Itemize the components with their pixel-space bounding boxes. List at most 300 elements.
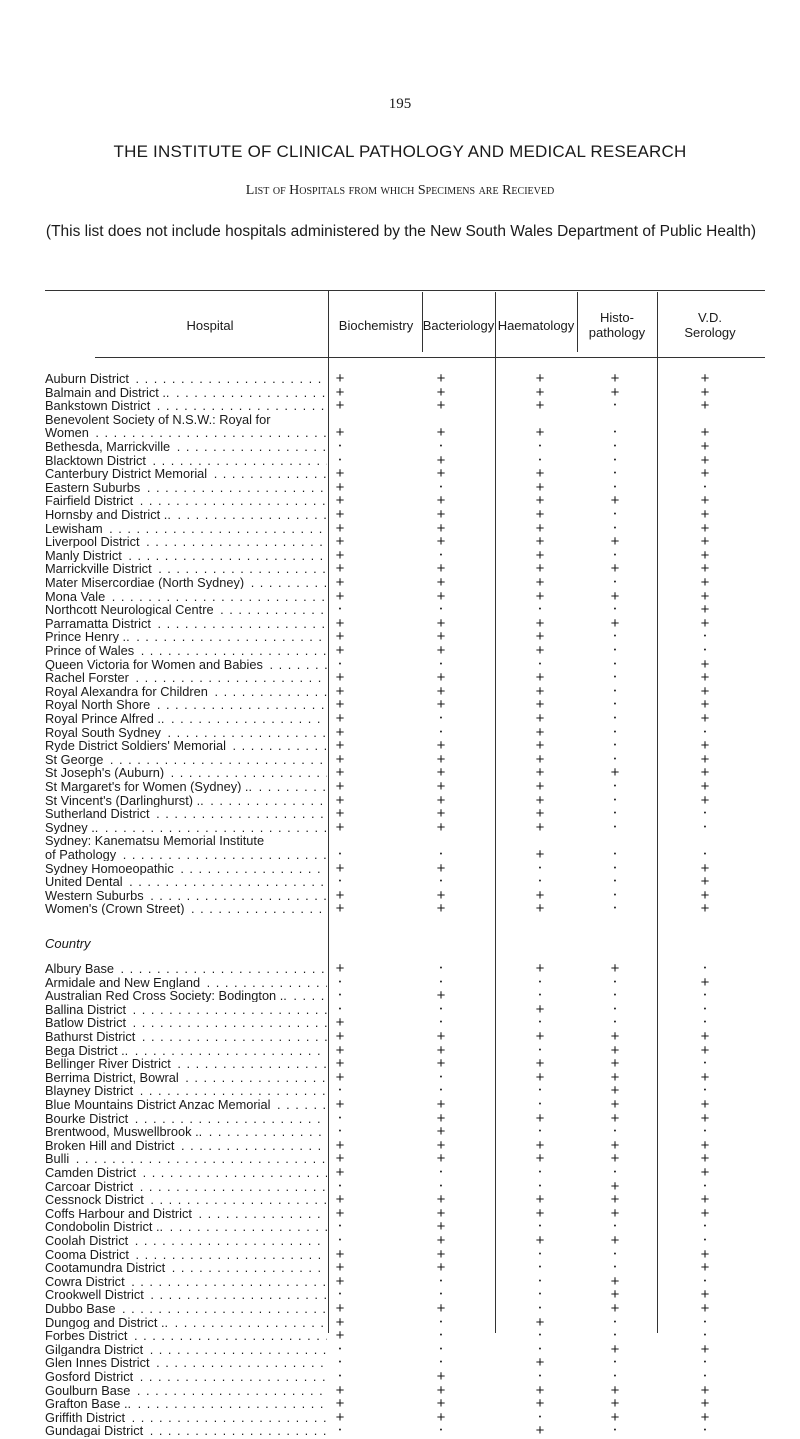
dot-mark: • <box>703 810 707 818</box>
plus-mark: + <box>436 614 446 632</box>
hospital-name-text: Blacktown District <box>45 453 146 467</box>
dot-mark: • <box>613 1169 617 1176</box>
hospital-name <box>45 671 327 684</box>
plus-mark: + <box>610 1272 620 1290</box>
plus-mark: + <box>535 886 545 904</box>
plus-mark: + <box>335 723 345 741</box>
hospital-name <box>45 698 327 711</box>
header-hospital: Hospital <box>186 318 234 333</box>
table-row <box>0 601 800 619</box>
table-row <box>0 372 800 385</box>
plus-mark: + <box>700 370 710 387</box>
hospital-name <box>45 413 327 426</box>
hospital-name-text: Auburn District <box>45 372 129 385</box>
hospital-name-text: Prince Henry .. <box>45 630 130 644</box>
hospital-name <box>45 454 327 467</box>
hospital-name-text: Bulli <box>45 1152 70 1166</box>
plus-mark: + <box>700 1300 710 1317</box>
plus-mark: + <box>700 424 710 442</box>
plus-mark: + <box>535 1055 545 1073</box>
hospital-name <box>45 1370 327 1383</box>
plus-mark: + <box>700 614 710 632</box>
dot-mark: • <box>613 742 617 750</box>
hospital-name-text: Bellinger River District <box>45 1057 171 1071</box>
dot-mark: • <box>538 1345 542 1353</box>
plus-mark: + <box>335 1272 345 1290</box>
table-row <box>0 1109 800 1127</box>
plus-mark: + <box>436 1408 446 1426</box>
dot-mark: • <box>439 978 443 986</box>
hospital-name <box>45 1139 327 1152</box>
dot-mark: • <box>703 483 707 491</box>
plus-mark: + <box>700 533 710 551</box>
dot-mark: • <box>703 1277 707 1285</box>
plus-mark: + <box>535 1204 545 1222</box>
dot-mark: • <box>439 1182 443 1190</box>
plus-mark: + <box>335 397 345 415</box>
plus-mark: + <box>535 1136 545 1154</box>
hospital-name <box>45 834 327 847</box>
dot-mark: • <box>338 1359 342 1367</box>
dot-mark: • <box>703 647 707 654</box>
dot-mark: • <box>613 1373 617 1380</box>
plus-mark: + <box>700 886 710 904</box>
table-row <box>0 1340 800 1358</box>
plus-mark: + <box>610 764 620 782</box>
table-row <box>0 1218 800 1236</box>
plus-mark: + <box>436 1300 446 1317</box>
hospital-name-text: Albury Base <box>45 962 114 975</box>
hospital-name <box>45 1071 327 1084</box>
plus-mark: + <box>610 370 620 387</box>
hospital-name-text: United Dental <box>45 875 123 889</box>
hospital-name <box>45 603 327 616</box>
hospital-name-text: Royal South Sydney <box>45 725 161 739</box>
plus-mark: + <box>700 1068 710 1086</box>
plus-mark: + <box>436 642 446 659</box>
plus-mark: + <box>335 546 345 564</box>
plus-mark: + <box>335 1096 345 1113</box>
dot-mark: • <box>613 1359 617 1367</box>
plus-mark: + <box>700 492 710 510</box>
hospital-name <box>45 562 327 575</box>
hospital-name <box>45 902 327 915</box>
dot-mark: • <box>439 1427 443 1435</box>
dot-mark: • <box>613 1264 617 1272</box>
dot-mark: • <box>338 1114 342 1122</box>
plus-mark: + <box>436 574 446 591</box>
hospital-name <box>45 1234 327 1247</box>
table-row <box>0 682 800 700</box>
hospital-name-text: Coolah District <box>45 1234 129 1247</box>
plus-mark: + <box>610 492 620 510</box>
header-vd-serology <box>657 310 763 340</box>
plus-mark: + <box>436 533 446 551</box>
table-row <box>0 465 800 483</box>
table-row <box>0 1245 800 1263</box>
table-row <box>0 451 800 469</box>
plus-mark: + <box>535 424 545 442</box>
plus-mark: + <box>335 1381 345 1399</box>
hospital-name-text: Hornsby and District .. <box>45 508 171 521</box>
hospital-name-text: Gilgandra District <box>45 1342 144 1356</box>
plus-mark: + <box>535 723 545 741</box>
hospital-name <box>45 481 327 494</box>
hospital-name-text: Cooma District <box>45 1247 129 1261</box>
plus-mark: + <box>436 560 446 578</box>
plus-mark: + <box>610 1232 620 1249</box>
plus-mark: + <box>436 1041 446 1059</box>
plus-mark: + <box>335 886 345 904</box>
plus-mark: + <box>700 438 710 455</box>
header-biochemistry: Biochemistry <box>338 318 414 333</box>
table-row <box>0 1354 800 1372</box>
hospital-name <box>45 1112 327 1125</box>
hospital-name <box>45 794 327 807</box>
hospital-name-text: Eastern Suburbs <box>45 480 141 494</box>
plus-mark: + <box>700 764 710 782</box>
table-row <box>0 1000 800 1018</box>
plus-mark: + <box>700 873 710 891</box>
table-row <box>0 1272 800 1290</box>
hospital-name <box>45 617 327 630</box>
plus-mark: + <box>700 1164 710 1181</box>
plus-mark: + <box>700 1395 710 1413</box>
dot-mark: • <box>338 1291 342 1299</box>
hospital-name-text: Blayney District <box>45 1084 134 1098</box>
plus-mark: + <box>335 424 345 442</box>
plus-mark: + <box>700 451 710 469</box>
plus-mark: + <box>610 1204 620 1222</box>
plus-mark: + <box>436 750 446 768</box>
plus-mark: + <box>436 737 446 755</box>
plus-mark: + <box>535 1191 545 1209</box>
hospital-name <box>45 372 327 385</box>
plus-mark: + <box>335 1150 345 1168</box>
dot-mark: • <box>538 1182 542 1190</box>
dot-mark: • <box>439 1332 443 1340</box>
hospital-name-text: St Vincent's (Darlinghurst) .. <box>45 793 204 807</box>
table-row <box>0 886 800 904</box>
hospital-name-text: Marrickville District <box>45 562 152 576</box>
dot-mark: • <box>613 701 617 709</box>
dot-mark: • <box>613 660 617 668</box>
table-row <box>0 1041 800 1059</box>
plus-mark: + <box>700 1381 710 1399</box>
header-bacteriology: Bacteriology <box>422 318 495 333</box>
dot-mark: • <box>703 1223 707 1231</box>
plus-mark: + <box>535 818 545 836</box>
plus-mark: + <box>335 764 345 782</box>
dot-mark: • <box>538 878 542 886</box>
table-row <box>0 1302 800 1315</box>
list-subtitle: List of Hospitals from which Specimens are Recieved <box>245 183 555 198</box>
plus-mark: + <box>535 1028 545 1045</box>
dot-mark: • <box>703 1237 707 1244</box>
dot-mark: • <box>613 1128 617 1136</box>
plus-mark: + <box>335 960 345 977</box>
hospital-name-text: Benevolent Society of N.S.W.: Royal for <box>45 412 271 426</box>
plus-mark: + <box>700 1245 710 1263</box>
plus-mark: + <box>436 383 446 401</box>
plus-mark: + <box>610 560 620 578</box>
plus-mark: + <box>700 1150 710 1168</box>
table-row <box>0 1395 800 1413</box>
table-row <box>0 1204 800 1222</box>
plus-mark: + <box>436 519 446 537</box>
table-row <box>0 723 800 741</box>
dot-mark: • <box>439 728 443 736</box>
dot-mark: • <box>703 728 707 736</box>
hospital-name-text: Bethesda, Marrickville <box>45 440 171 453</box>
hospital-name <box>45 426 327 439</box>
plus-mark: + <box>610 1055 620 1073</box>
hospital-name <box>45 1343 327 1356</box>
hospital-name-text: Crookwell District <box>45 1288 144 1302</box>
plus-mark: + <box>335 370 345 387</box>
table-row <box>0 1030 800 1043</box>
plus-mark: + <box>535 682 545 700</box>
table-row <box>0 696 800 714</box>
dot-mark: • <box>439 443 443 450</box>
hospital-name <box>45 508 327 521</box>
table-row <box>0 546 800 564</box>
plus-mark: + <box>700 791 710 809</box>
plus-mark: + <box>436 1150 446 1168</box>
table-row <box>0 644 800 657</box>
hospital-name <box>45 549 327 562</box>
plus-mark: + <box>436 682 446 700</box>
plus-mark: + <box>335 1014 345 1032</box>
dot-mark: • <box>338 1237 342 1244</box>
dot-mark: • <box>613 1005 617 1013</box>
hospital-name <box>45 807 327 820</box>
hospital-name-text: Northcott Neurological Centre <box>45 603 214 617</box>
plus-mark: + <box>335 1041 345 1059</box>
hospital-name <box>45 1316 327 1329</box>
dot-mark: • <box>613 864 617 872</box>
hospital-name <box>45 821 327 834</box>
dot-mark: • <box>613 579 617 586</box>
table-row <box>0 1177 800 1195</box>
dot-mark: • <box>439 1019 443 1027</box>
plus-mark: + <box>700 1191 710 1209</box>
plus-mark: + <box>335 682 345 700</box>
plus-mark: + <box>535 519 545 537</box>
plus-mark: + <box>700 696 710 714</box>
table-row <box>0 1191 800 1209</box>
plus-mark: + <box>700 506 710 523</box>
hospital-name-text: Ryde District Soldiers' Memorial <box>45 739 226 753</box>
hospital-name-text: Liverpool District <box>45 535 140 549</box>
table-row <box>0 478 800 496</box>
plus-mark: + <box>700 574 710 591</box>
plus-mark: + <box>436 1218 446 1236</box>
page-title: THE INSTITUTE OF CLINICAL PATHOLOGY AND MEDICAL RESEARCH <box>113 142 687 161</box>
plus-mark: + <box>436 451 446 469</box>
dot-mark: • <box>538 1169 542 1176</box>
hospital-name <box>45 1302 327 1315</box>
table-row <box>0 1370 800 1383</box>
hospital-name <box>45 962 327 975</box>
plus-mark: + <box>436 805 446 823</box>
hospital-name-text: Bega District .. <box>45 1043 129 1057</box>
table-row <box>0 397 800 415</box>
plus-mark: + <box>436 818 446 836</box>
plus-mark: + <box>535 750 545 768</box>
hospital-name <box>45 1084 327 1097</box>
plus-mark: + <box>335 791 345 809</box>
hospital-name <box>45 889 327 902</box>
plus-mark: + <box>335 1136 345 1154</box>
dot-mark: • <box>538 1413 542 1421</box>
plus-mark: + <box>610 614 620 632</box>
plus-mark: + <box>535 1232 545 1249</box>
dot-mark: • <box>439 1291 443 1299</box>
hospital-name-text: Grafton Base .. <box>45 1397 132 1411</box>
hospital-name-text: St Joseph's (Auburn) <box>45 766 165 780</box>
dot-mark: • <box>703 1427 707 1435</box>
plus-mark: + <box>610 587 620 605</box>
header-vd-line2: Serology <box>684 325 736 340</box>
hospital-name <box>45 1288 327 1301</box>
dot-mark: • <box>338 443 342 450</box>
plus-mark: + <box>335 560 345 578</box>
plus-mark: + <box>436 1381 446 1399</box>
plus-mark: + <box>535 642 545 659</box>
plus-mark: + <box>335 1395 345 1413</box>
table-header-rule <box>95 357 765 358</box>
hospital-name-text: Western Suburbs <box>45 888 144 902</box>
dot-mark: • <box>703 633 707 641</box>
dot-mark: • <box>703 1332 707 1340</box>
table-row <box>0 587 800 605</box>
hospital-name-text: Royal Alexandra for Children <box>45 684 208 698</box>
hospital-name <box>45 1016 327 1029</box>
table-row <box>0 1082 800 1100</box>
plus-mark: + <box>335 805 345 823</box>
plus-mark: + <box>700 655 710 673</box>
plus-mark: + <box>535 506 545 523</box>
plus-mark: + <box>700 519 710 537</box>
plus-mark: + <box>436 1096 446 1113</box>
plus-mark: + <box>610 1041 620 1059</box>
hospital-name <box>45 1220 327 1233</box>
plus-mark: + <box>436 987 446 1005</box>
plus-mark: + <box>335 750 345 768</box>
dot-mark: • <box>613 715 617 722</box>
header-histopathology <box>577 310 657 340</box>
hospital-name-text: Lewisham <box>45 521 103 535</box>
hospital-name <box>45 1384 327 1397</box>
dot-mark: • <box>439 606 443 614</box>
hospital-name <box>45 726 327 739</box>
plus-mark: + <box>335 900 345 918</box>
table-row <box>0 424 800 442</box>
plus-mark: + <box>700 601 710 619</box>
dot-mark: • <box>439 851 443 858</box>
plus-mark: + <box>700 383 710 401</box>
hospital-name <box>45 1261 327 1274</box>
table-row <box>0 764 800 782</box>
dot-mark: • <box>703 1060 707 1068</box>
table-row <box>0 1313 800 1331</box>
dot-mark: • <box>613 905 617 913</box>
hospital-name <box>45 1329 327 1342</box>
table-row <box>0 1381 800 1399</box>
plus-mark: + <box>436 628 446 646</box>
plus-mark: + <box>535 478 545 496</box>
table-row <box>0 1259 800 1277</box>
plus-mark: + <box>700 546 710 564</box>
table-row <box>0 1424 800 1437</box>
plus-mark: + <box>535 669 545 687</box>
hospital-name-text: Parramatta District <box>45 616 151 630</box>
hospital-name-text: Gosford District <box>45 1370 134 1383</box>
hospital-name-text: Mona Vale <box>45 589 106 603</box>
plus-mark: + <box>436 370 446 387</box>
hospital-name <box>45 1193 327 1206</box>
dot-mark: • <box>338 1182 342 1190</box>
hospital-name <box>45 494 327 507</box>
hospital-name <box>45 685 327 698</box>
plus-mark: + <box>335 492 345 510</box>
hospital-name <box>45 712 327 725</box>
dot-mark: • <box>613 1318 617 1326</box>
table-row <box>0 712 800 725</box>
plus-mark: + <box>700 900 710 918</box>
dot-mark: • <box>338 1005 342 1013</box>
plus-mark: + <box>335 465 345 483</box>
plus-mark: + <box>535 1000 545 1018</box>
hospital-name-text: Royal North Shore <box>45 698 151 712</box>
dot-mark: • <box>703 1373 707 1380</box>
dot-mark: • <box>538 1046 542 1054</box>
plus-mark: + <box>436 1368 446 1385</box>
table-row <box>0 873 800 891</box>
hospital-name <box>45 753 327 766</box>
dot-mark: • <box>439 1318 443 1326</box>
hospital-name <box>45 875 327 888</box>
plus-mark: + <box>436 587 446 605</box>
table-row <box>0 848 800 861</box>
hospital-name-text: Fairfield District <box>45 494 134 508</box>
plus-mark: + <box>335 642 345 659</box>
table-row <box>0 1014 800 1032</box>
dot-mark: • <box>703 1182 707 1190</box>
plus-mark: + <box>610 1286 620 1304</box>
hospital-name-text: Sydney Homoeopathic <box>45 861 174 875</box>
hospital-name <box>45 576 327 589</box>
dot-mark: • <box>613 1223 617 1231</box>
dot-mark: • <box>613 878 617 886</box>
plus-mark: + <box>535 764 545 782</box>
plus-mark: + <box>335 1327 345 1345</box>
dot-mark: • <box>439 483 443 491</box>
plus-mark: + <box>535 791 545 809</box>
table-row <box>0 492 800 510</box>
plus-mark: + <box>535 1109 545 1127</box>
hospital-name <box>45 1030 327 1043</box>
plus-mark: + <box>700 973 710 991</box>
plus-mark: + <box>700 1204 710 1222</box>
plus-mark: + <box>436 492 446 510</box>
dot-mark: • <box>613 1250 617 1258</box>
plus-mark: + <box>436 764 446 782</box>
dot-mark: • <box>538 992 542 1000</box>
plus-mark: + <box>436 424 446 442</box>
hospital-name-text: Sydney .. <box>45 820 99 834</box>
